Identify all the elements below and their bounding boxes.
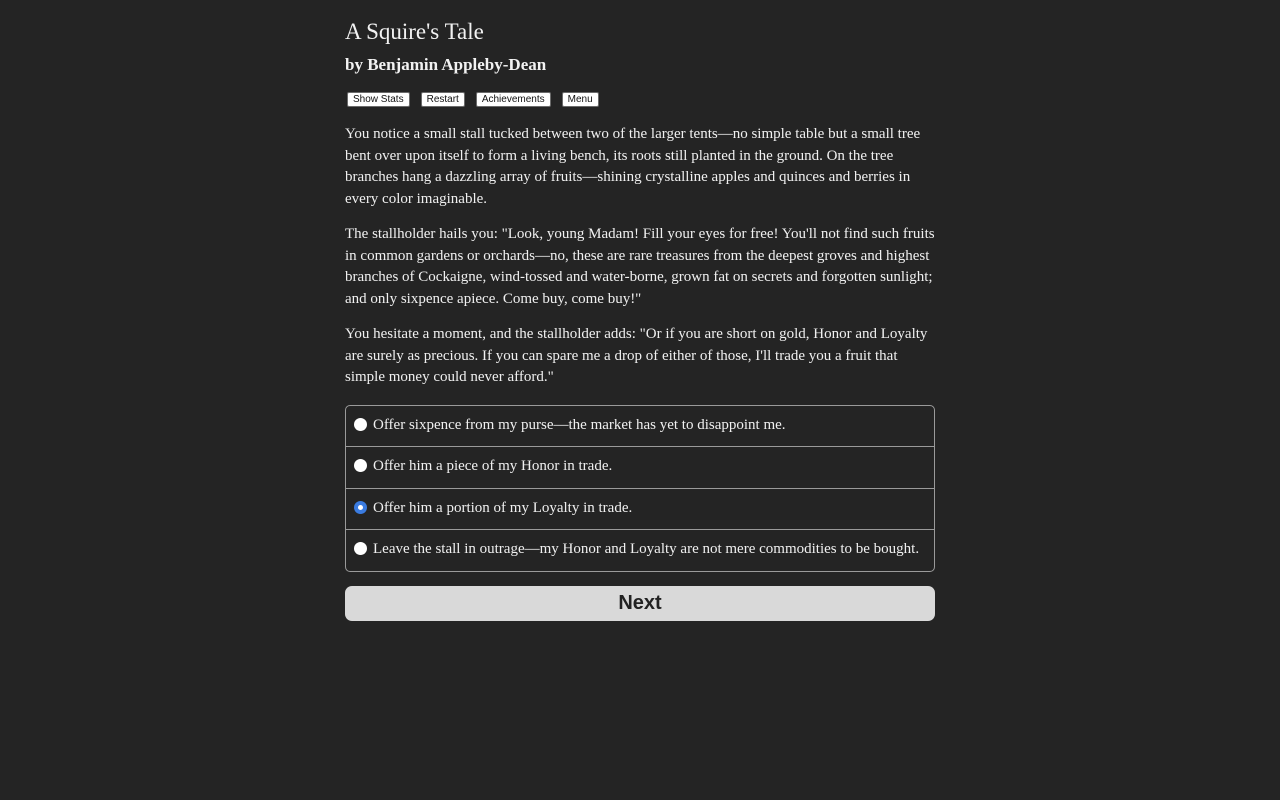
story-paragraph: You notice a small stall tucked between two of the larger tents—no simple table but a small tree bent over upon itself to form a living bench, its roots still planted in the ground. On the tree branches hang a dazzling array of fruits—shining crystalline apples and quinces and berries in every color imaginable. — [345, 126, 921, 207]
choice-label: Offer him a piece of my Honor in trade. — [373, 458, 613, 474]
story-paragraph: You hesitate a moment, and the stallholder adds: "Or if you are short on gold, Honor and Loyalty are surely as precious. If you can spare me a drop of either of those, I'll trade you a fruit that simple money could never afford." — [345, 326, 928, 385]
choice-label: Offer sixpence from my purse—the market has yet to disappoint me. — [373, 416, 786, 433]
next-button[interactable]: Next — [345, 586, 935, 621]
show-stats-button[interactable]: Show Stats — [347, 92, 410, 107]
choice-option[interactable] — [346, 488, 934, 530]
radio-button[interactable] — [354, 542, 367, 555]
toolbar — [345, 92, 935, 107]
game-author: by Benjamin Appleby-Dean — [345, 55, 547, 74]
menu-button[interactable]: Menu — [562, 92, 599, 107]
game-column — [345, 0, 935, 621]
restart-button[interactable]: Restart — [421, 92, 465, 107]
choice-label: Leave the stall in outrage—my Honor and Loyalty are not mere commodities to be bought. — [373, 541, 920, 557]
radio-button[interactable] — [354, 459, 367, 472]
story-paragraph: The stallholder hails you: "Look, young Madam! Fill your eyes for free! You'll not find such fruits in common gardens or orchards—no, these are rare treasures from the deepest groves and highest branches of Cockaigne, wind-tossed and water-borne, grown fat on secrets and forgotten sunlight; and only sixpence apiece. Come buy, come buy!" — [345, 226, 935, 307]
game-title: A Squire's Tale — [345, 19, 484, 44]
choice-option[interactable] — [346, 529, 934, 571]
achievements-button[interactable]: Achievements — [476, 92, 551, 107]
choice-option[interactable] — [346, 406, 934, 447]
choice-option[interactable] — [346, 446, 934, 488]
choice-list — [345, 405, 935, 572]
choice-label: Offer him a portion of my Loyalty in trade. — [373, 499, 633, 516]
radio-button[interactable] — [354, 418, 367, 431]
radio-button[interactable] — [354, 501, 367, 514]
story-text — [345, 124, 935, 389]
